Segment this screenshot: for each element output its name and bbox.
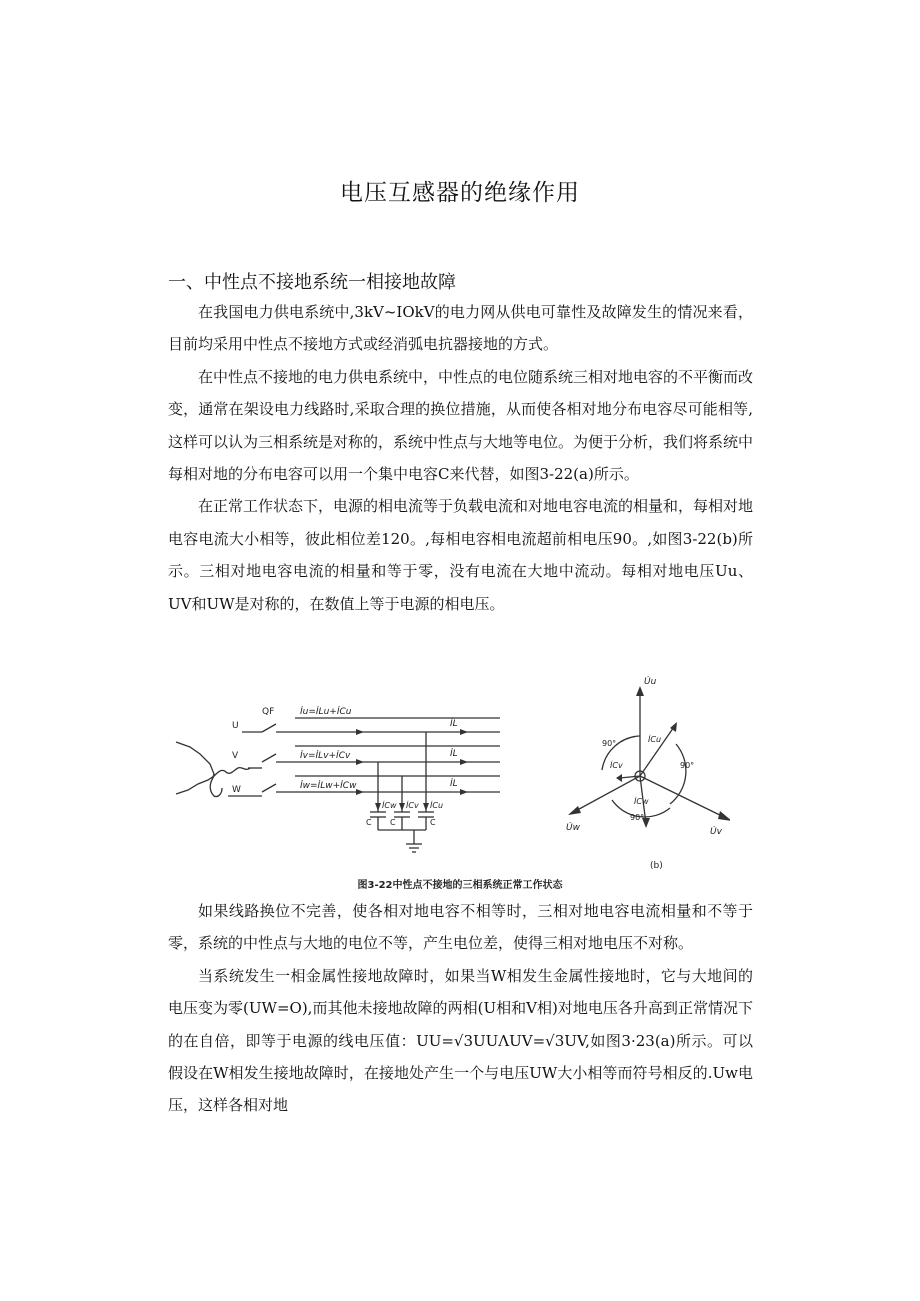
label-current-w: İw=İLw+İCw	[300, 781, 357, 791]
label-cap-current-v: İCv	[406, 801, 419, 810]
figure-svg	[170, 672, 730, 877]
paragraph-2: 在中性点不接地的电力供电系统中，中性点的电位随系统三相对地电容的不平衡而改变，通常在架设电力线路时,采取合理的换位措施，从而使各相对地分布电容尽可能相等,这样可以认为三相系统是对称的，系统中性点与大地等电位。为便于分析，我们将系统中每相对地的分布电容可以用一个集中电容C来代替，如图3-22(a)所示。	[168, 367, 754, 484]
label-phase-w: W	[232, 785, 241, 795]
label-icv: İCv	[610, 761, 623, 770]
label-uv: U̇v	[710, 827, 722, 837]
label-cap-current-w: İCw	[382, 801, 397, 810]
label-cap-c-2: C	[390, 818, 396, 827]
body-text-top	[168, 296, 753, 620]
label-angle-1: 90°	[602, 739, 617, 748]
label-current-u: İu=İLu+İCu	[300, 707, 352, 717]
label-angle-2: 90°	[680, 761, 695, 770]
paragraph-3: 在正常工作状态下，电源的相电流等于负载电流和对地电容电流的相量和，每相对地电容电流大小相等，彼此相位差120。,每相电容相电流超前相电压90。,如图3-22(b)所示。三相对地电容电流的相量和等于零，没有电流在大地中流动。每相对地电压Uu、UV和UW是对称的，在数值上等于电源的相电压。	[168, 497, 754, 613]
label-cap-c-3: C	[430, 818, 436, 827]
label-subfigure-b: (b)	[650, 861, 663, 871]
label-cap-c-1: C	[366, 818, 372, 827]
label-uu: U̇u	[644, 677, 657, 687]
section-heading: 一、中性点不接地系统一相接地故障	[168, 272, 456, 293]
label-icu: İCu	[648, 735, 662, 744]
figure-3-22	[170, 672, 730, 877]
label-uw: U̇w	[566, 823, 580, 833]
label-current-v: İv=İLv+İCv	[300, 751, 351, 761]
circuit-arrows	[356, 729, 468, 811]
paragraph-5: 当系统发生一相金属性接地故障时，如果当W相发生金属性接地时，它与大地间的电压变为零(UW=O),而其他未接地故障的两相(U相和V相)对地电压各升高到正常情况下的在自倍，即等于电源的线电压值：UU=√3UUΛUV=√3UV,如图3·23(a)所示。可以假设在W相发生接地故障时，在接地处产生一个与电压UW大小相等而符号相反的.Uw电压，这样各相对地	[168, 966, 753, 1115]
body-text-bottom	[168, 895, 753, 1122]
label-load-v: İL	[450, 749, 458, 759]
label-icw: İCw	[634, 797, 649, 806]
label-angle-3: 90°	[630, 813, 645, 822]
label-cap-current-u: İCu	[430, 801, 444, 810]
label-phase-u: U	[232, 721, 239, 731]
paragraph-4: 如果线路换位不完善，使各相对地电容不相等时，三相对地电容电流相量和不等于零，系统的中性点与大地的电位不等，产生电位差，使得三相对地电压不对称。	[168, 902, 753, 953]
phasor-diagram	[570, 690, 730, 824]
page-title: 电压互感器的绝缘作用	[340, 180, 580, 206]
label-phase-v: V	[232, 751, 239, 761]
paragraph-1: 在我国电力供电系统中,3kV~IOkV的电力网从供电可靠性及故障发生的情况来看，目前均采用中性点不接地方式或经消弧电抗器接地的方式。	[168, 303, 753, 354]
phasor-arrows	[568, 686, 730, 828]
label-breaker-qf: QF	[262, 707, 275, 717]
figure-caption: 图3-22中性点不接地的三相系统正常工作状态	[357, 880, 563, 891]
label-load-w: İL	[450, 779, 458, 789]
label-load-u: İL	[450, 719, 458, 729]
